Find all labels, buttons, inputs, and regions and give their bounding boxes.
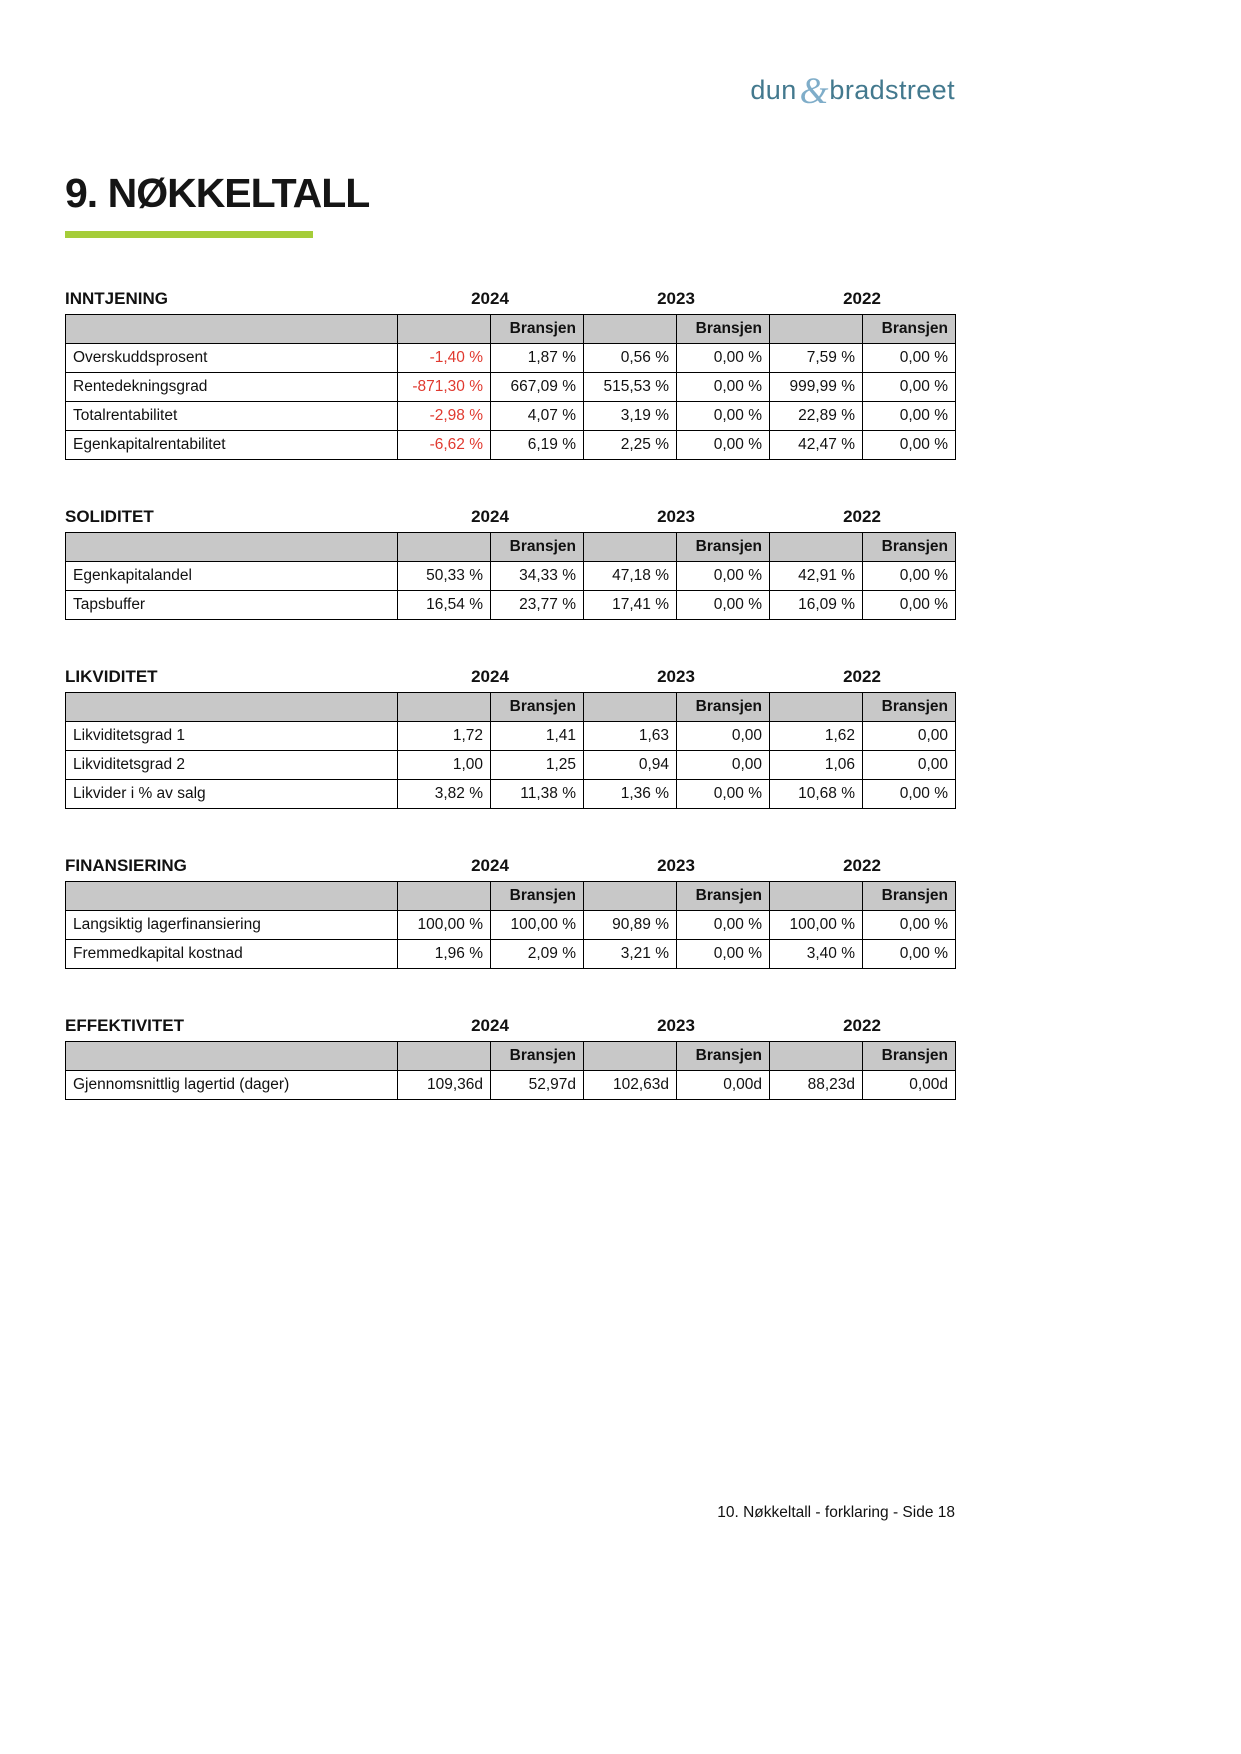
key-figures-table — [65, 314, 956, 460]
section-heading: FINANSIERING — [65, 856, 187, 875]
value-cell: 0,00 % — [677, 344, 770, 373]
table-row — [66, 431, 956, 460]
section-likviditet — [65, 667, 955, 809]
row-label: Egenkapitalandel — [66, 562, 398, 591]
row-label: Egenkapitalrentabilitet — [66, 431, 398, 460]
empty-header-cell — [770, 533, 863, 562]
year-header: 2023 — [657, 507, 695, 526]
value-cell: 0,00 — [863, 722, 956, 751]
table-row — [66, 911, 956, 940]
value-cell: 0,00 — [863, 751, 956, 780]
value-cell: 47,18 % — [584, 562, 677, 591]
value-cell: 1,62 — [770, 722, 863, 751]
value-cell: 0,00 % — [677, 911, 770, 940]
logo-ampersand-icon: & — [799, 71, 829, 112]
key-figures-table — [65, 881, 956, 969]
value-cell: 1,25 — [491, 751, 584, 780]
section-header — [65, 289, 955, 309]
row-label: Gjennomsnittlig lagertid (dager) — [66, 1071, 398, 1100]
value-cell: 34,33 % — [491, 562, 584, 591]
section-soliditet — [65, 507, 955, 620]
value-cell: 2,25 % — [584, 431, 677, 460]
value-cell: 3,82 % — [398, 780, 491, 809]
value-cell: 1,63 — [584, 722, 677, 751]
empty-header-cell — [584, 882, 677, 911]
empty-header-cell — [770, 693, 863, 722]
value-cell: 0,00d — [677, 1071, 770, 1100]
value-cell: 3,19 % — [584, 402, 677, 431]
value-cell: 23,77 % — [491, 591, 584, 620]
value-cell: 109,36d — [398, 1071, 491, 1100]
section-header — [65, 667, 955, 687]
year-header: 2023 — [657, 1016, 695, 1035]
value-cell: 999,99 % — [770, 373, 863, 402]
value-cell: 50,33 % — [398, 562, 491, 591]
row-label: Totalrentabilitet — [66, 402, 398, 431]
empty-header-cell — [398, 1042, 491, 1071]
value-cell: 0,00 % — [863, 402, 956, 431]
table-row — [66, 940, 956, 969]
year-header: 2022 — [843, 856, 881, 875]
value-cell: 1,87 % — [491, 344, 584, 373]
section-finansiering — [65, 856, 955, 969]
value-cell: 42,91 % — [770, 562, 863, 591]
year-header: 2024 — [471, 856, 509, 875]
row-label: Likvider i % av salg — [66, 780, 398, 809]
value-cell: 1,96 % — [398, 940, 491, 969]
empty-header-cell — [770, 1042, 863, 1071]
bransjen-header-cell: Bransjen — [677, 1042, 770, 1071]
row-label: Langsiktig lagerfinansiering — [66, 911, 398, 940]
table-header-row — [66, 533, 956, 562]
value-cell: 2,09 % — [491, 940, 584, 969]
empty-header-cell — [398, 533, 491, 562]
table-header-row — [66, 1042, 956, 1071]
empty-header-cell — [584, 1042, 677, 1071]
empty-header-cell — [584, 315, 677, 344]
value-cell: 7,59 % — [770, 344, 863, 373]
empty-header-cell — [770, 882, 863, 911]
value-cell: 52,97d — [491, 1071, 584, 1100]
key-figures-table — [65, 1041, 956, 1100]
value-cell: 4,07 % — [491, 402, 584, 431]
value-cell: 16,54 % — [398, 591, 491, 620]
value-cell: 0,00 % — [863, 431, 956, 460]
bransjen-header-cell: Bransjen — [491, 1042, 584, 1071]
section-header — [65, 1016, 955, 1036]
bransjen-header-cell: Bransjen — [677, 533, 770, 562]
bransjen-header-cell: Bransjen — [491, 882, 584, 911]
value-cell: 1,36 % — [584, 780, 677, 809]
year-header: 2024 — [471, 1016, 509, 1035]
year-header: 2024 — [471, 507, 509, 526]
value-cell: 16,09 % — [770, 591, 863, 620]
value-cell: 0,00 % — [863, 911, 956, 940]
value-cell: 6,19 % — [491, 431, 584, 460]
bransjen-header-cell: Bransjen — [677, 882, 770, 911]
bransjen-header-cell: Bransjen — [863, 533, 956, 562]
bransjen-header-cell: Bransjen — [491, 533, 584, 562]
bransjen-header-cell: Bransjen — [677, 693, 770, 722]
value-cell: 0,00 % — [863, 562, 956, 591]
value-cell: -871,30 % — [398, 373, 491, 402]
section-heading: LIKVIDITET — [65, 667, 158, 686]
table-row — [66, 751, 956, 780]
page-title: 9. NØKKELTALL — [65, 170, 370, 216]
empty-header-cell — [66, 882, 398, 911]
bransjen-header-cell: Bransjen — [863, 693, 956, 722]
value-cell: 0,00 % — [863, 373, 956, 402]
section-header — [65, 507, 955, 527]
value-cell: 10,68 % — [770, 780, 863, 809]
table-header-row — [66, 882, 956, 911]
value-cell: 17,41 % — [584, 591, 677, 620]
table-row — [66, 344, 956, 373]
empty-header-cell — [398, 693, 491, 722]
year-header: 2023 — [657, 289, 695, 308]
table-row — [66, 402, 956, 431]
empty-header-cell — [398, 315, 491, 344]
year-header: 2024 — [471, 289, 509, 308]
empty-header-cell — [66, 1042, 398, 1071]
year-header: 2022 — [843, 667, 881, 686]
table-header-row — [66, 315, 956, 344]
value-cell: 90,89 % — [584, 911, 677, 940]
key-figures-table — [65, 532, 956, 620]
year-header: 2022 — [843, 507, 881, 526]
table-row — [66, 562, 956, 591]
section-heading: INNTJENING — [65, 289, 168, 308]
value-cell: 1,41 — [491, 722, 584, 751]
value-cell: 3,40 % — [770, 940, 863, 969]
value-cell: -6,62 % — [398, 431, 491, 460]
value-cell: 0,00 % — [863, 780, 956, 809]
table-row — [66, 1071, 956, 1100]
empty-header-cell — [584, 533, 677, 562]
value-cell: 0,00 % — [677, 591, 770, 620]
table-row — [66, 373, 956, 402]
bransjen-header-cell: Bransjen — [863, 315, 956, 344]
bransjen-header-cell: Bransjen — [491, 693, 584, 722]
value-cell: -2,98 % — [398, 402, 491, 431]
value-cell: 0,00 % — [863, 344, 956, 373]
section-effektivitet — [65, 1016, 955, 1100]
title-accent-bar — [65, 231, 313, 238]
value-cell: 0,56 % — [584, 344, 677, 373]
section-heading: SOLIDITET — [65, 507, 154, 526]
year-header: 2023 — [657, 856, 695, 875]
value-cell: 102,63d — [584, 1071, 677, 1100]
row-label: Fremmedkapital kostnad — [66, 940, 398, 969]
year-header: 2023 — [657, 667, 695, 686]
bransjen-header-cell: Bransjen — [863, 1042, 956, 1071]
empty-header-cell — [584, 693, 677, 722]
value-cell: 0,00 % — [677, 402, 770, 431]
table-row — [66, 780, 956, 809]
row-label: Tapsbuffer — [66, 591, 398, 620]
value-cell: 0,00 % — [677, 431, 770, 460]
value-cell: 1,00 — [398, 751, 491, 780]
empty-header-cell — [398, 882, 491, 911]
value-cell: 0,00 % — [863, 591, 956, 620]
value-cell: 11,38 % — [491, 780, 584, 809]
logo-dun-text: dun — [750, 75, 797, 105]
value-cell: 0,00 % — [677, 780, 770, 809]
value-cell: 3,21 % — [584, 940, 677, 969]
value-cell: 0,00 — [677, 751, 770, 780]
value-cell: 42,47 % — [770, 431, 863, 460]
value-cell: 0,00 % — [863, 940, 956, 969]
value-cell: 667,09 % — [491, 373, 584, 402]
bransjen-header-cell: Bransjen — [863, 882, 956, 911]
year-header: 2024 — [471, 667, 509, 686]
value-cell: 0,00 % — [677, 562, 770, 591]
row-label: Likviditetsgrad 1 — [66, 722, 398, 751]
value-cell: 1,06 — [770, 751, 863, 780]
empty-header-cell — [770, 315, 863, 344]
table-row — [66, 591, 956, 620]
table-header-row — [66, 693, 956, 722]
page-content — [65, 0, 955, 1100]
empty-header-cell — [66, 315, 398, 344]
value-cell: 22,89 % — [770, 402, 863, 431]
value-cell: 0,94 — [584, 751, 677, 780]
value-cell: 1,72 — [398, 722, 491, 751]
empty-header-cell — [66, 693, 398, 722]
section-heading: EFFEKTIVITET — [65, 1016, 184, 1035]
year-header: 2022 — [843, 1016, 881, 1035]
value-cell: 0,00d — [863, 1071, 956, 1100]
row-label: Likviditetsgrad 2 — [66, 751, 398, 780]
key-figures-table — [65, 692, 956, 809]
section-inntjening — [65, 289, 955, 460]
value-cell: 515,53 % — [584, 373, 677, 402]
value-cell: 0,00 % — [677, 940, 770, 969]
value-cell: 100,00 % — [398, 911, 491, 940]
value-cell: -1,40 % — [398, 344, 491, 373]
empty-header-cell — [66, 533, 398, 562]
year-header: 2022 — [843, 289, 881, 308]
row-label: Overskuddsprosent — [66, 344, 398, 373]
value-cell: 0,00 — [677, 722, 770, 751]
value-cell: 100,00 % — [491, 911, 584, 940]
value-cell: 88,23d — [770, 1071, 863, 1100]
bransjen-header-cell: Bransjen — [677, 315, 770, 344]
value-cell: 100,00 % — [770, 911, 863, 940]
bransjen-header-cell: Bransjen — [491, 315, 584, 344]
row-label: Rentedekningsgrad — [66, 373, 398, 402]
page-footer: 10. Nøkkeltall - forklaring - Side 18 — [717, 1504, 955, 1521]
logo-bradstreet-text: bradstreet — [829, 75, 955, 105]
value-cell: 0,00 % — [677, 373, 770, 402]
section-header — [65, 856, 955, 876]
table-row — [66, 722, 956, 751]
